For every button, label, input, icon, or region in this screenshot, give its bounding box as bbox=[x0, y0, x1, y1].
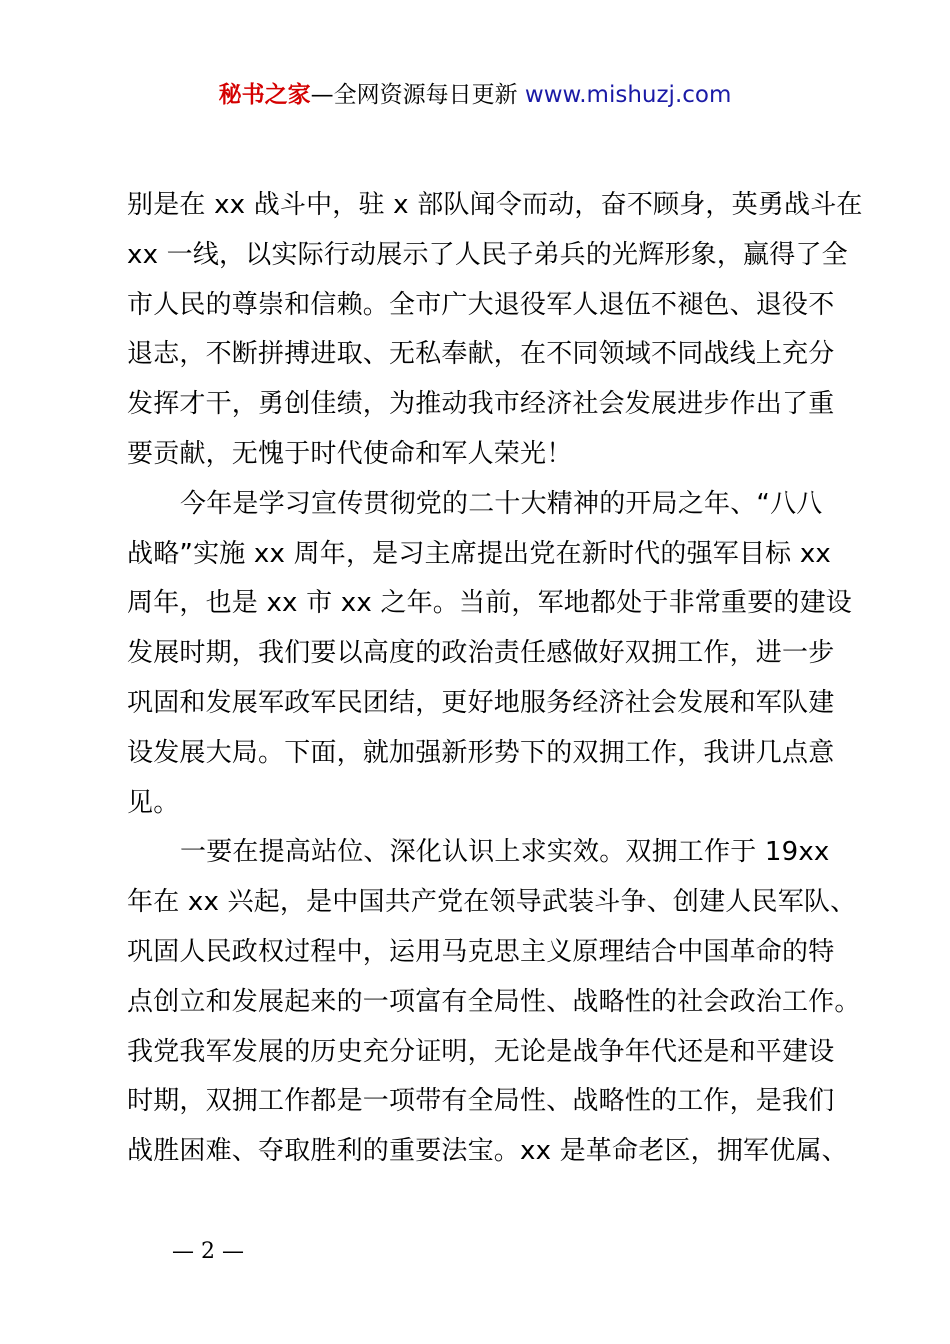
text-line: 发展时期，我们要以高度的政治责任感做好双拥工作，进一步 bbox=[127, 638, 835, 669]
text-line: 发挥才干，勇创佳绩，为推动我市经济社会发展进步作出了重 bbox=[127, 389, 835, 420]
paragraph-start-line: 一要在提高站位、深化认识上求实效。双拥工作于 19xx bbox=[180, 837, 830, 868]
text-line: 退志，不断拼搏进取、无私奉献，在不同领域不同战线上充分 bbox=[127, 339, 835, 370]
text-line: 见。 bbox=[127, 787, 180, 818]
paragraph-start-line: 今年是学习宣传贯彻党的二十大精神的开局之年、“八八 bbox=[180, 488, 823, 519]
text-line: 别是在 xx 战斗中，驻 x 部队闻令而动，奋不顾身，英勇战斗在 bbox=[127, 190, 863, 220]
text-line: 时期，双拥工作都是一项带有全局性、战略性的工作，是我们 bbox=[127, 1086, 835, 1117]
site-tagline: —全网资源每日更新 bbox=[310, 82, 525, 108]
document-body bbox=[127, 181, 863, 1177]
text-line: xx 一线，以实际行动展示了人民子弟兵的光辉形象，赢得了全 bbox=[127, 239, 848, 270]
text-line: 点创立和发展起来的一项富有全局性、战略性的社会政治工作。 bbox=[127, 986, 861, 1017]
text-line: 战胜困难、夺取胜利的重要法宝。xx 是革命老区，拥军优属、 bbox=[127, 1136, 848, 1167]
text-line: 市人民的尊崇和信赖。全市广大退役军人退伍不褪色、退役不 bbox=[127, 289, 835, 320]
page-header bbox=[0, 78, 950, 112]
text-line: 战略”实施 xx 周年，是习主席提出党在新时代的强军目标 xx bbox=[127, 538, 832, 569]
text-line: 周年，也是 xx 市 xx 之年。当前，军地都处于非常重要的建设 bbox=[127, 588, 853, 619]
site-url-link[interactable]: www.mishuzj.com bbox=[524, 82, 732, 108]
text-line: 我党我军发展的历史充分证明，无论是战争年代还是和平建设 bbox=[127, 1036, 835, 1067]
text-line: 设发展大局。下面，就加强新形势下的双拥工作，我讲几点意 bbox=[127, 737, 835, 768]
page-number: — 2 — bbox=[172, 1239, 244, 1264]
text-line: 年在 xx 兴起，是中国共产党在领导武装斗争、创建人民军队、 bbox=[127, 887, 857, 918]
text-line: 要贡献，无愧于时代使命和军人荣光！ bbox=[127, 438, 573, 469]
site-brand: 秘书之家 bbox=[218, 82, 311, 108]
text-line: 巩固和发展军政军民团结，更好地服务经济社会发展和军队建 bbox=[127, 687, 835, 718]
text-line: 巩固人民政权过程中，运用马克思主义原理结合中国革命的特 bbox=[127, 936, 835, 967]
